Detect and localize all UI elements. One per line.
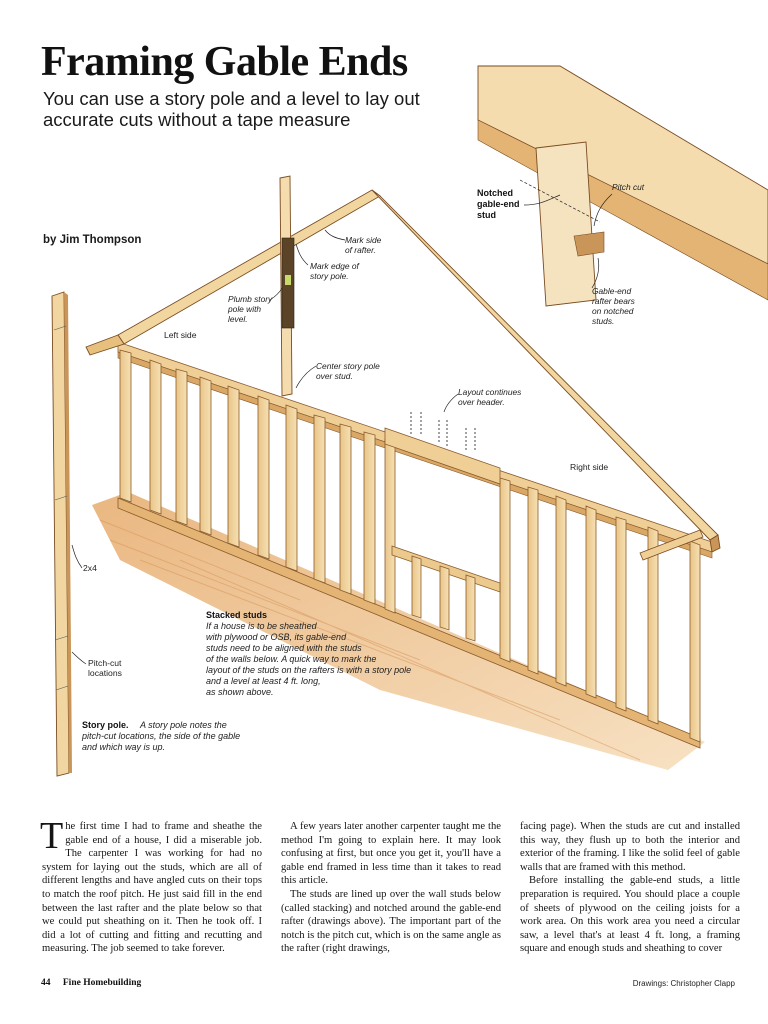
stacked-line-6: and a level at least 4 ft. long, [206,676,321,686]
byline: by Jim Thompson [43,234,142,246]
label-right-side: Right side [570,462,609,472]
label-gable-end: gable-end [477,199,520,209]
label-mark-side-2: of rafter. [345,245,376,255]
label-left-side: Left side [164,330,197,340]
label-2x4: 2x4 [83,563,97,573]
stacked-line-5: layout of the studs on the rafters is with a story pole [206,665,412,675]
page-title: Framing Gable Ends [41,39,408,85]
story-line-2: pitch-cut locations, the side of the gable [82,731,241,741]
col2-paragraph-1: A few years later another carpenter taught me the method I'm going to explain here. It may look confusing at first, but once you get it, you'll have a gable end framed in less time than it takes to read this article. [281,821,501,887]
col1-paragraph-1: he first time I had to frame and sheathe the gable end of a house, I did a miserable job. The carpenter I was working for had no system for laying out the studs, which are all of different lengths and have angled cuts on their tops to match the roof pitch. He just said fill in the end between the last rafter and the plate below so that we could put sheathing on it. Then he took off. I did a lot of cutting and fitting and recutting and measuring. The job seemed to take forever. [42,821,262,955]
label-center-1: Center story pole [316,361,380,371]
col3-paragraph-2: Before installing the gable-end studs, a little preparation is required. You should place a couple of sheets of plywood on the ceiling joists for a work area. On this work area you need a circular saw, a level that's at least 4 ft. long, a framing square and enough studs and sheathing to cover [520,875,740,955]
label-mark-edge-1: Mark edge of [310,261,359,271]
label-center-2: over stud. [316,371,353,381]
label-notched: Notched [477,188,513,198]
drawings-credit: Drawings: Christopher Clapp [632,979,735,988]
story-line-3: and which way is up. [82,742,166,752]
label-gable-bears-1: Gable-end [592,286,632,296]
label-pitch-locations-2: locations [88,668,122,678]
label-pitch-cut: Pitch cut [612,182,645,192]
story-line-1: A story pole notes the [140,720,227,730]
label-mark-side-1: Mark side [345,235,382,245]
article-column-1 [40,815,262,956]
subtitle: You can use a story pole and a level to lay out accurate cuts without a tape measure [43,88,420,130]
window-framing [385,428,500,641]
center-story-pole [280,176,294,396]
label-layout-1: Layout continues [458,387,522,397]
label-pitch-locations-1: Pitch-cut [88,658,122,668]
label-mark-edge-2: story pole. [310,271,349,281]
dropcap: T [40,815,64,857]
story-pole-heading: Story pole. [82,720,129,730]
article-column-2 [281,820,501,956]
page-number: 44 [41,978,51,988]
label-gable-bears-2: rafter bears [592,296,635,306]
label-plumb-2: pole with [228,304,262,314]
col3-paragraph-1: facing page). When the studs are cut and installed this way, they flush up to both the interior and exterior of the framing. I like the solid feel of gable walls that are framed with this method. [520,821,740,873]
stacked-line-3: studs need to be aligned with the studs [206,643,362,653]
stacked-line-2: with plywood or OSB, its gable-end [206,632,347,642]
stacked-line-1: If a house is to be sheathed [206,621,317,631]
stacked-line-7: as shown above. [206,687,274,697]
stacked-line-4: of the walls below. A quick way to mark the [206,654,377,664]
page-footer [41,978,141,988]
story-pole-caption [81,720,240,752]
label-gable-bears-4: studs. [592,316,615,326]
stacked-heading: Stacked studs [206,610,268,620]
label-plumb-3: level. [228,314,248,324]
col2-paragraph-2: The studs are lined up over the wall studs below (called stacking) and notched around the gable-end rafter (drawings above). The important part of the notch is the pitch cut, which is on the same angle as the rafter (right drawings, [281,888,501,955]
article-column-3 [520,820,740,956]
label-layout-2: over header. [458,397,505,407]
label-gable-bears-3: on notched [592,306,634,316]
label-plumb-1: Plumb story [228,294,273,304]
label-stud: stud [477,210,496,220]
magazine-name: Fine Homebuilding [62,978,142,988]
story-pole-illustration [52,292,72,776]
